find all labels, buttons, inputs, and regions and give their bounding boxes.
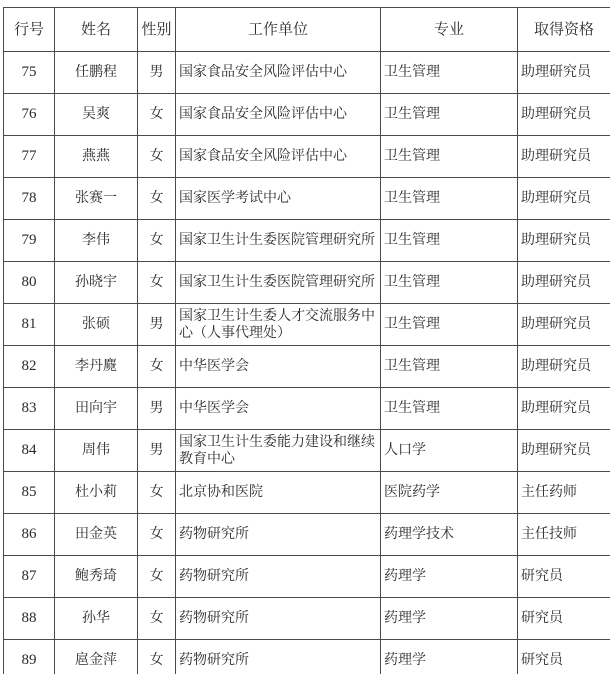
cell-no: 89 (4, 640, 55, 674)
cell-qualification: 助理研究员 (518, 52, 611, 94)
cell-qualification: 研究员 (518, 640, 611, 674)
header-name: 姓名 (55, 8, 138, 52)
cell-qualification: 主任技师 (518, 514, 611, 556)
cell-no: 80 (4, 262, 55, 304)
cell-unit: 国家食品安全风险评估中心 (176, 94, 381, 136)
cell-sex: 女 (138, 556, 176, 598)
table-row (4, 262, 611, 304)
cell-no: 77 (4, 136, 55, 178)
cell-sex: 男 (138, 430, 176, 472)
cell-qualification: 研究员 (518, 598, 611, 640)
cell-sex: 女 (138, 598, 176, 640)
cell-sex: 男 (138, 52, 176, 94)
cell-unit: 国家医学考试中心 (176, 178, 381, 220)
cell-qualification: 研究员 (518, 556, 611, 598)
document-page (3, 7, 610, 674)
cell-qualification: 助理研究员 (518, 262, 611, 304)
cell-unit: 国家卫生计生委医院管理研究所 (176, 262, 381, 304)
cell-unit: 国家卫生计生委人才交流服务中心（人事代理处） (176, 304, 381, 346)
cell-no: 87 (4, 556, 55, 598)
cell-major: 卫生管理 (381, 388, 518, 430)
header-sex: 性别 (138, 8, 176, 52)
table-row (4, 220, 611, 262)
cell-unit: 药物研究所 (176, 640, 381, 674)
cell-no: 86 (4, 514, 55, 556)
cell-unit: 中华医学会 (176, 346, 381, 388)
table-row (4, 136, 611, 178)
cell-qualification: 助理研究员 (518, 304, 611, 346)
cell-name: 燕燕 (55, 136, 138, 178)
cell-unit: 北京协和医院 (176, 472, 381, 514)
cell-no: 75 (4, 52, 55, 94)
table-body (4, 52, 611, 674)
cell-qualification: 主任药师 (518, 472, 611, 514)
cell-qualification: 助理研究员 (518, 388, 611, 430)
cell-no: 82 (4, 346, 55, 388)
table-row (4, 346, 611, 388)
table-row (4, 514, 611, 556)
cell-unit: 国家卫生计生委能力建设和继续教育中心 (176, 430, 381, 472)
cell-sex: 女 (138, 220, 176, 262)
header-unit: 工作单位 (176, 8, 381, 52)
cell-qualification: 助理研究员 (518, 136, 611, 178)
cell-qualification: 助理研究员 (518, 178, 611, 220)
table-row (4, 598, 611, 640)
cell-no: 81 (4, 304, 55, 346)
table-row (4, 52, 611, 94)
cell-unit: 中华医学会 (176, 388, 381, 430)
table-row (4, 430, 611, 472)
qualification-table (3, 7, 610, 674)
table-row (4, 388, 611, 430)
cell-name: 孙晓宇 (55, 262, 138, 304)
cell-unit: 国家食品安全风险评估中心 (176, 52, 381, 94)
cell-unit: 药物研究所 (176, 514, 381, 556)
cell-qualification: 助理研究员 (518, 220, 611, 262)
cell-sex: 女 (138, 262, 176, 304)
cell-name: 李伟 (55, 220, 138, 262)
cell-name: 李丹麑 (55, 346, 138, 388)
cell-name: 田金英 (55, 514, 138, 556)
cell-qualification: 助理研究员 (518, 94, 611, 136)
cell-major: 药理学技术 (381, 514, 518, 556)
cell-major: 卫生管理 (381, 220, 518, 262)
cell-no: 84 (4, 430, 55, 472)
cell-no: 78 (4, 178, 55, 220)
cell-name: 吴爽 (55, 94, 138, 136)
cell-name: 张硕 (55, 304, 138, 346)
cell-name: 扈金萍 (55, 640, 138, 674)
table-row (4, 94, 611, 136)
cell-major: 药理学 (381, 598, 518, 640)
table-row (4, 178, 611, 220)
header-row (4, 8, 611, 52)
cell-no: 85 (4, 472, 55, 514)
cell-sex: 女 (138, 346, 176, 388)
cell-sex: 女 (138, 94, 176, 136)
cell-major: 卫生管理 (381, 304, 518, 346)
cell-major: 卫生管理 (381, 346, 518, 388)
cell-sex: 男 (138, 304, 176, 346)
cell-unit: 药物研究所 (176, 598, 381, 640)
cell-major: 医院药学 (381, 472, 518, 514)
cell-no: 88 (4, 598, 55, 640)
cell-major: 卫生管理 (381, 94, 518, 136)
cell-major: 药理学 (381, 640, 518, 674)
cell-name: 鲍秀琦 (55, 556, 138, 598)
cell-name: 任鹏程 (55, 52, 138, 94)
cell-qualification: 助理研究员 (518, 346, 611, 388)
cell-no: 79 (4, 220, 55, 262)
cell-name: 张赛一 (55, 178, 138, 220)
cell-unit: 国家食品安全风险评估中心 (176, 136, 381, 178)
cell-major: 卫生管理 (381, 178, 518, 220)
cell-name: 田向宇 (55, 388, 138, 430)
table-header (4, 8, 611, 52)
table-row (4, 472, 611, 514)
cell-sex: 男 (138, 388, 176, 430)
header-no: 行号 (4, 8, 55, 52)
cell-major: 卫生管理 (381, 136, 518, 178)
table-row (4, 556, 611, 598)
cell-sex: 女 (138, 178, 176, 220)
cell-major: 药理学 (381, 556, 518, 598)
cell-major: 卫生管理 (381, 262, 518, 304)
cell-sex: 女 (138, 136, 176, 178)
cell-name: 孙华 (55, 598, 138, 640)
cell-no: 76 (4, 94, 55, 136)
cell-sex: 女 (138, 472, 176, 514)
cell-unit: 国家卫生计生委医院管理研究所 (176, 220, 381, 262)
header-qualification: 取得资格 (518, 8, 611, 52)
cell-qualification: 助理研究员 (518, 430, 611, 472)
cell-unit: 药物研究所 (176, 556, 381, 598)
cell-sex: 女 (138, 640, 176, 674)
cell-major: 卫生管理 (381, 52, 518, 94)
cell-no: 83 (4, 388, 55, 430)
table-row (4, 304, 611, 346)
cell-major: 人口学 (381, 430, 518, 472)
cell-name: 周伟 (55, 430, 138, 472)
table-row (4, 640, 611, 674)
cell-name: 杜小莉 (55, 472, 138, 514)
cell-sex: 女 (138, 514, 176, 556)
header-major: 专业 (381, 8, 518, 52)
